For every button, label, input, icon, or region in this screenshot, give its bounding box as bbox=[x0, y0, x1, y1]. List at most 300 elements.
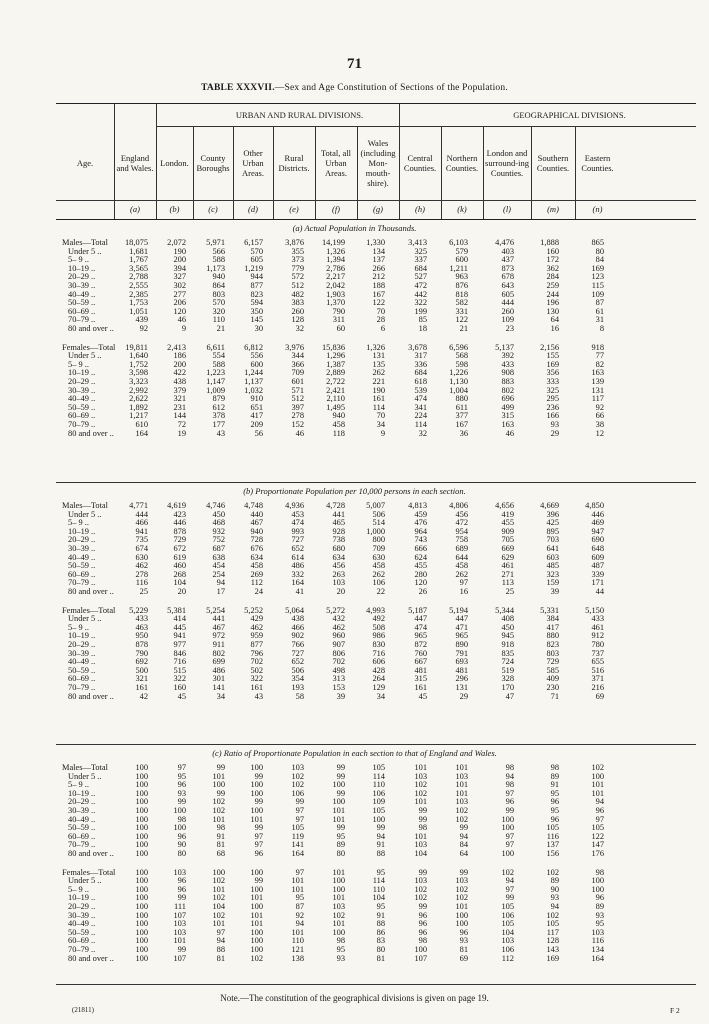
cell-value: 221 bbox=[372, 376, 385, 386]
cell-value: 101 bbox=[455, 763, 468, 772]
cell-value: 600 bbox=[455, 255, 468, 265]
cell-value: 965 bbox=[414, 631, 427, 641]
cell-value: 803 bbox=[546, 648, 559, 658]
cell-value: 441 bbox=[332, 509, 345, 519]
cell-value: 4,771 bbox=[129, 501, 148, 510]
cell-value: 6,596 bbox=[449, 342, 468, 352]
cell-value: 803 bbox=[212, 289, 225, 299]
row-label: 20–29 .. bbox=[68, 376, 96, 386]
row-label: 5– 9 .. bbox=[68, 884, 89, 894]
cell-value: 674 bbox=[135, 543, 148, 553]
cell-value: 296 bbox=[455, 674, 468, 684]
cell-value: 102 bbox=[212, 876, 225, 886]
cell-value: 101 bbox=[332, 814, 345, 824]
row-label: 5– 9 .. bbox=[68, 622, 89, 632]
cell-value: 120 bbox=[173, 306, 186, 316]
row-label: 20–29 .. bbox=[68, 272, 96, 282]
cell-value: 46 bbox=[177, 315, 186, 325]
row-label: 20–29 .. bbox=[68, 535, 96, 545]
cell-value: 846 bbox=[173, 648, 186, 658]
cell-value: 101 bbox=[591, 788, 604, 798]
cell-value: 186 bbox=[173, 351, 186, 361]
cell-value: 944 bbox=[250, 272, 263, 282]
row-label: 5– 9 .. bbox=[68, 518, 89, 528]
cell-value: 408 bbox=[501, 614, 514, 624]
cell-value: 102 bbox=[546, 867, 559, 877]
cell-value: 4,993 bbox=[366, 605, 385, 615]
cell-value: 2,722 bbox=[326, 376, 345, 386]
cell-value: 100 bbox=[332, 927, 345, 937]
cell-value: 455 bbox=[501, 518, 514, 528]
cell-value: 163 bbox=[591, 368, 604, 378]
cell-value: 137 bbox=[546, 840, 559, 850]
group-urban-rural: URBAN AND RURAL DIVISIONS. bbox=[235, 110, 364, 120]
cell-value: 177 bbox=[212, 419, 225, 429]
cell-value: 419 bbox=[501, 509, 514, 519]
cell-value: 993 bbox=[291, 526, 304, 536]
cell-value: 2,072 bbox=[167, 238, 186, 247]
cell-value: 100 bbox=[135, 953, 148, 963]
cell-value: 638 bbox=[212, 552, 225, 562]
cell-value: 514 bbox=[372, 518, 385, 528]
cell-value: 171 bbox=[591, 578, 604, 588]
cell-value: 109 bbox=[372, 797, 385, 807]
cell-value: 134 bbox=[372, 246, 385, 256]
cell-value: 652 bbox=[291, 657, 304, 667]
cell-value: 31 bbox=[595, 315, 604, 325]
cell-value: 96 bbox=[177, 876, 186, 886]
cell-value: 105 bbox=[501, 901, 514, 911]
cell-value: 199 bbox=[414, 306, 427, 316]
cell-value: 1,326 bbox=[326, 246, 345, 256]
cell-value: 94 bbox=[459, 831, 468, 841]
column-header: Central Counties. bbox=[403, 153, 437, 173]
row-label: 70–79 .. bbox=[68, 682, 96, 692]
cell-value: 438 bbox=[291, 614, 304, 624]
cell-value: 92 bbox=[295, 910, 304, 920]
cell-value: 30 bbox=[254, 323, 263, 333]
cell-value: 34 bbox=[216, 691, 225, 701]
row-label: 80 and over .. bbox=[68, 848, 114, 858]
column-code: (h) bbox=[415, 204, 425, 214]
cell-value: 121 bbox=[291, 944, 304, 954]
row-label: 60–69 .. bbox=[68, 569, 96, 579]
cell-value: 5,252 bbox=[244, 605, 263, 615]
cell-value: 354 bbox=[291, 674, 304, 684]
table-title bbox=[0, 83, 709, 93]
cell-value: 161 bbox=[135, 682, 148, 692]
cell-value: 743 bbox=[414, 535, 427, 545]
cell-value: 102 bbox=[212, 893, 225, 903]
cell-value: 102 bbox=[455, 814, 468, 824]
column-code: (l) bbox=[502, 204, 512, 214]
cell-value: 105 bbox=[372, 763, 385, 772]
cell-value: 100 bbox=[135, 927, 148, 937]
cell-value: 280 bbox=[414, 569, 427, 579]
cell-value: 101 bbox=[212, 884, 225, 894]
cell-value: 450 bbox=[212, 509, 225, 519]
cell-value: 103 bbox=[501, 936, 514, 946]
cell-value: 651 bbox=[250, 402, 263, 412]
row-label: 80 and over .. bbox=[68, 691, 114, 701]
cell-value: 106 bbox=[291, 788, 304, 798]
cell-value: 106 bbox=[372, 788, 385, 798]
cell-value: 101 bbox=[291, 927, 304, 937]
cell-value: 986 bbox=[372, 631, 385, 641]
cell-value: 19 bbox=[177, 428, 186, 438]
cell-value: 466 bbox=[291, 622, 304, 632]
cell-value: 101 bbox=[591, 780, 604, 790]
column-code: (d) bbox=[248, 204, 258, 214]
cell-value: 337 bbox=[414, 255, 427, 265]
row-label: 70–79 .. bbox=[68, 944, 96, 954]
cell-value: 98 bbox=[505, 780, 514, 790]
cell-value: 34 bbox=[376, 419, 385, 429]
cell-value: 91 bbox=[376, 840, 385, 850]
cell-value: 102 bbox=[414, 893, 427, 903]
cell-value: 18 bbox=[418, 323, 427, 333]
cell-value: 727 bbox=[291, 648, 304, 658]
cell-value: 680 bbox=[332, 543, 345, 553]
cell-value: 350 bbox=[250, 306, 263, 316]
cell-value: 4,656 bbox=[495, 501, 514, 510]
cell-value: 378 bbox=[212, 411, 225, 421]
cell-value: 34 bbox=[376, 691, 385, 701]
cell-value: 143 bbox=[546, 944, 559, 954]
cell-value: 91 bbox=[550, 780, 559, 790]
cell-value: 268 bbox=[173, 569, 186, 579]
cell-value: 277 bbox=[173, 289, 186, 299]
cell-value: 100 bbox=[135, 814, 148, 824]
cell-value: 458 bbox=[455, 561, 468, 571]
cell-value: 102 bbox=[250, 953, 263, 963]
cell-value: 103 bbox=[173, 919, 186, 929]
cell-value: 1,004 bbox=[449, 385, 468, 395]
cell-value: 612 bbox=[212, 402, 225, 412]
cell-value: 100 bbox=[135, 893, 148, 903]
cell-value: 972 bbox=[212, 631, 225, 641]
cell-value: 106 bbox=[501, 944, 514, 954]
cell-value: 439 bbox=[135, 315, 148, 325]
cell-value: 1,681 bbox=[129, 246, 148, 256]
cell-value: 99 bbox=[336, 763, 345, 772]
cell-value: 1,753 bbox=[129, 298, 148, 308]
row-label: 60–69 .. bbox=[68, 306, 96, 316]
cell-value: 498 bbox=[332, 665, 345, 675]
cell-value: 100 bbox=[135, 848, 148, 858]
cell-value: 461 bbox=[501, 561, 514, 571]
cell-value: 96 bbox=[177, 780, 186, 790]
cell-value: 2,889 bbox=[326, 368, 345, 378]
cell-value: 209 bbox=[250, 419, 263, 429]
cell-value: 676 bbox=[250, 543, 263, 553]
cell-value: 103 bbox=[173, 927, 186, 937]
cell-value: 344 bbox=[291, 351, 304, 361]
cell-value: 92 bbox=[139, 323, 148, 333]
cell-value: 166 bbox=[546, 411, 559, 421]
cell-value: 100 bbox=[250, 805, 263, 815]
cell-value: 100 bbox=[501, 823, 514, 833]
cell-value: 141 bbox=[212, 682, 225, 692]
row-label: 50–59 .. bbox=[68, 402, 96, 412]
cell-value: 606 bbox=[372, 657, 385, 667]
cell-value: 95 bbox=[336, 944, 345, 954]
cell-value: 122 bbox=[455, 315, 468, 325]
cell-value: 321 bbox=[173, 394, 186, 404]
cell-value: 100 bbox=[250, 763, 263, 772]
cell-value: 230 bbox=[546, 682, 559, 692]
cell-value: 331 bbox=[455, 306, 468, 316]
cell-value: 118 bbox=[332, 428, 345, 438]
cell-value: 6,611 bbox=[206, 342, 225, 352]
cell-value: 100 bbox=[212, 867, 225, 877]
cell-value: 99 bbox=[177, 893, 186, 903]
cell-value: 99 bbox=[459, 823, 468, 833]
cell-value: 947 bbox=[591, 526, 604, 536]
cell-value: 1,173 bbox=[206, 263, 225, 273]
cell-value: 461 bbox=[591, 622, 604, 632]
cell-value: 96 bbox=[418, 910, 427, 920]
cell-value: 123 bbox=[591, 272, 604, 282]
cell-value: 96 bbox=[595, 893, 604, 903]
cell-value: 103 bbox=[455, 876, 468, 886]
cell-value: 190 bbox=[372, 385, 385, 395]
cell-value: 84 bbox=[595, 255, 604, 265]
cell-value: 116 bbox=[591, 936, 604, 946]
cell-value: 102 bbox=[414, 884, 427, 894]
cell-value: 1,387 bbox=[326, 359, 345, 369]
table-title-text: —Sex and Age Constitution of Sections of the Population. bbox=[274, 83, 508, 93]
cell-value: 684 bbox=[414, 368, 427, 378]
row-label: 80 and over .. bbox=[68, 953, 114, 963]
cell-value: 403 bbox=[501, 246, 514, 256]
cell-value: 964 bbox=[414, 526, 427, 536]
column-header: London. bbox=[160, 158, 189, 168]
cell-value: 1,370 bbox=[326, 298, 345, 308]
data-group bbox=[62, 502, 702, 597]
cell-value: 2,110 bbox=[326, 394, 345, 404]
cell-value: 696 bbox=[501, 394, 514, 404]
cell-value: 88 bbox=[376, 848, 385, 858]
data-group bbox=[62, 607, 702, 702]
cell-value: 341 bbox=[414, 402, 427, 412]
cell-value: 94 bbox=[550, 901, 559, 911]
cell-value: 105 bbox=[591, 823, 604, 833]
cell-value: 100 bbox=[250, 884, 263, 894]
cell-value: 582 bbox=[455, 298, 468, 308]
cell-value: 19,811 bbox=[125, 342, 148, 352]
cell-value: 99 bbox=[336, 823, 345, 833]
cell-value: 356 bbox=[546, 368, 559, 378]
cell-value: 163 bbox=[501, 419, 514, 429]
column-code: (c) bbox=[208, 204, 218, 214]
cell-value: 262 bbox=[372, 368, 385, 378]
cell-value: 169 bbox=[546, 359, 559, 369]
cell-value: 99 bbox=[505, 893, 514, 903]
cell-value: 1,394 bbox=[326, 255, 345, 265]
cell-value: 818 bbox=[455, 289, 468, 299]
cell-value: 823 bbox=[250, 289, 263, 299]
cell-value: 97 bbox=[505, 884, 514, 894]
row-label: 70–79 .. bbox=[68, 578, 96, 588]
cell-value: 737 bbox=[591, 648, 604, 658]
cell-value: 667 bbox=[414, 657, 427, 667]
cell-value: 2,385 bbox=[129, 289, 148, 299]
cell-value: 4,669 bbox=[540, 501, 559, 510]
table-header bbox=[56, 103, 696, 220]
cell-value: 101 bbox=[455, 788, 468, 798]
cell-value: 36 bbox=[459, 428, 468, 438]
cell-value: 144 bbox=[173, 411, 186, 421]
cell-value: 1,330 bbox=[366, 238, 385, 247]
cell-value: 94 bbox=[216, 578, 225, 588]
cell-value: 56 bbox=[254, 428, 263, 438]
cell-value: 301 bbox=[212, 674, 225, 684]
cell-value: 32 bbox=[418, 428, 427, 438]
cell-value: 790 bbox=[135, 648, 148, 658]
cell-value: 445 bbox=[173, 622, 186, 632]
cell-value: 101 bbox=[291, 876, 304, 886]
cell-value: 114 bbox=[414, 419, 427, 429]
table-number: TABLE XXXVII. bbox=[201, 83, 275, 93]
table-row bbox=[62, 955, 702, 964]
cell-value: 161 bbox=[414, 682, 427, 692]
cell-value: 512 bbox=[291, 394, 304, 404]
cell-value: 169 bbox=[546, 953, 559, 963]
cell-value: 80 bbox=[177, 848, 186, 858]
cell-value: 4,619 bbox=[167, 501, 186, 510]
cell-value: 634 bbox=[250, 552, 263, 562]
cell-value: 64 bbox=[459, 848, 468, 858]
cell-value: 101 bbox=[212, 814, 225, 824]
cell-value: 104 bbox=[372, 893, 385, 903]
cell-value: 97 bbox=[505, 788, 514, 798]
cell-value: 216 bbox=[591, 682, 604, 692]
cell-value: 94 bbox=[505, 876, 514, 886]
cell-value: 15,836 bbox=[321, 342, 345, 352]
cell-value: 193 bbox=[291, 682, 304, 692]
cell-value: 103 bbox=[332, 578, 345, 588]
cell-value: 467 bbox=[250, 518, 263, 528]
cell-value: 965 bbox=[455, 631, 468, 641]
cell-value: 600 bbox=[250, 359, 263, 369]
row-label: 50–59 .. bbox=[68, 927, 96, 937]
cell-value: 780 bbox=[591, 639, 604, 649]
cell-value: 87 bbox=[595, 298, 604, 308]
cell-value: 98 bbox=[418, 936, 427, 946]
cell-value: 137 bbox=[372, 255, 385, 265]
cell-value: 120 bbox=[414, 578, 427, 588]
cell-value: 790 bbox=[332, 306, 345, 316]
row-label: 50–59 .. bbox=[68, 823, 96, 833]
cell-value: 99 bbox=[459, 867, 468, 877]
cell-value: 5,194 bbox=[449, 605, 468, 615]
cell-value: 100 bbox=[332, 876, 345, 886]
cell-value: 26 bbox=[418, 586, 427, 596]
cell-value: 709 bbox=[291, 368, 304, 378]
row-label: 5– 9 .. bbox=[68, 255, 89, 265]
cell-value: 5,971 bbox=[206, 238, 225, 247]
row-label: 5– 9 .. bbox=[68, 780, 89, 790]
cell-value: 89 bbox=[336, 840, 345, 850]
cell-value: 486 bbox=[212, 665, 225, 675]
cell-value: 802 bbox=[212, 648, 225, 658]
cell-value: 81 bbox=[216, 840, 225, 850]
cell-value: 940 bbox=[332, 411, 345, 421]
cell-value: 102 bbox=[332, 910, 345, 920]
cell-value: 603 bbox=[546, 552, 559, 562]
cell-value: 80 bbox=[595, 246, 604, 256]
cell-value: 21 bbox=[459, 323, 468, 333]
cell-value: 605 bbox=[250, 255, 263, 265]
cell-value: 362 bbox=[546, 263, 559, 273]
row-label: 30–39 .. bbox=[68, 280, 96, 290]
row-label: Males—Total bbox=[62, 501, 108, 510]
column-header: London and surround-ing Counties. bbox=[485, 148, 529, 178]
cell-value: 323 bbox=[546, 569, 559, 579]
cell-value: 260 bbox=[501, 306, 514, 316]
cell-value: 2,555 bbox=[129, 280, 148, 290]
cell-value: 392 bbox=[501, 351, 514, 361]
cell-value: 64 bbox=[550, 315, 559, 325]
cell-value: 100 bbox=[135, 936, 148, 946]
cell-value: 527 bbox=[414, 272, 427, 282]
cell-value: 21 bbox=[216, 323, 225, 333]
cell-value: 155 bbox=[546, 351, 559, 361]
cell-value: 940 bbox=[250, 526, 263, 536]
cell-value: 666 bbox=[414, 543, 427, 553]
cell-value: 14,199 bbox=[321, 238, 345, 247]
cell-value: 262 bbox=[455, 569, 468, 579]
cell-value: 100 bbox=[250, 867, 263, 877]
column-code: (b) bbox=[169, 204, 180, 214]
cell-value: 99 bbox=[295, 797, 304, 807]
cell-value: 87 bbox=[295, 901, 304, 911]
cell-value: 693 bbox=[455, 657, 468, 667]
cell-value: 610 bbox=[135, 419, 148, 429]
cell-value: 879 bbox=[212, 394, 225, 404]
cell-value: 322 bbox=[414, 298, 427, 308]
cell-value: 519 bbox=[501, 665, 514, 675]
cell-value: 918 bbox=[591, 342, 604, 352]
cell-value: 29 bbox=[459, 691, 468, 701]
cell-value: 176 bbox=[591, 848, 604, 858]
row-label: 80 and over .. bbox=[68, 586, 114, 596]
cell-value: 100 bbox=[250, 788, 263, 798]
row-label: Females—Total bbox=[62, 605, 116, 615]
cell-value: 93 bbox=[459, 936, 468, 946]
cell-value: 206 bbox=[173, 298, 186, 308]
cell-value: 100 bbox=[212, 780, 225, 790]
cell-value: 601 bbox=[291, 376, 304, 386]
cell-value: 100 bbox=[455, 910, 468, 920]
cell-value: 44 bbox=[595, 586, 604, 596]
row-label: 60–69 .. bbox=[68, 674, 96, 684]
cell-value: 70 bbox=[376, 306, 385, 316]
cell-value: 153 bbox=[332, 682, 345, 692]
cell-value: 43 bbox=[254, 691, 263, 701]
cell-value: 2,421 bbox=[326, 385, 345, 395]
cell-value: 83 bbox=[376, 936, 385, 946]
cell-value: 2,042 bbox=[326, 280, 345, 290]
cell-value: 571 bbox=[291, 385, 304, 395]
data-group bbox=[62, 239, 702, 334]
cell-value: 17 bbox=[216, 586, 225, 596]
cell-value: 89 bbox=[550, 771, 559, 781]
cell-value: 687 bbox=[212, 543, 225, 553]
cell-value: 394 bbox=[173, 263, 186, 273]
cell-value: 594 bbox=[250, 298, 263, 308]
